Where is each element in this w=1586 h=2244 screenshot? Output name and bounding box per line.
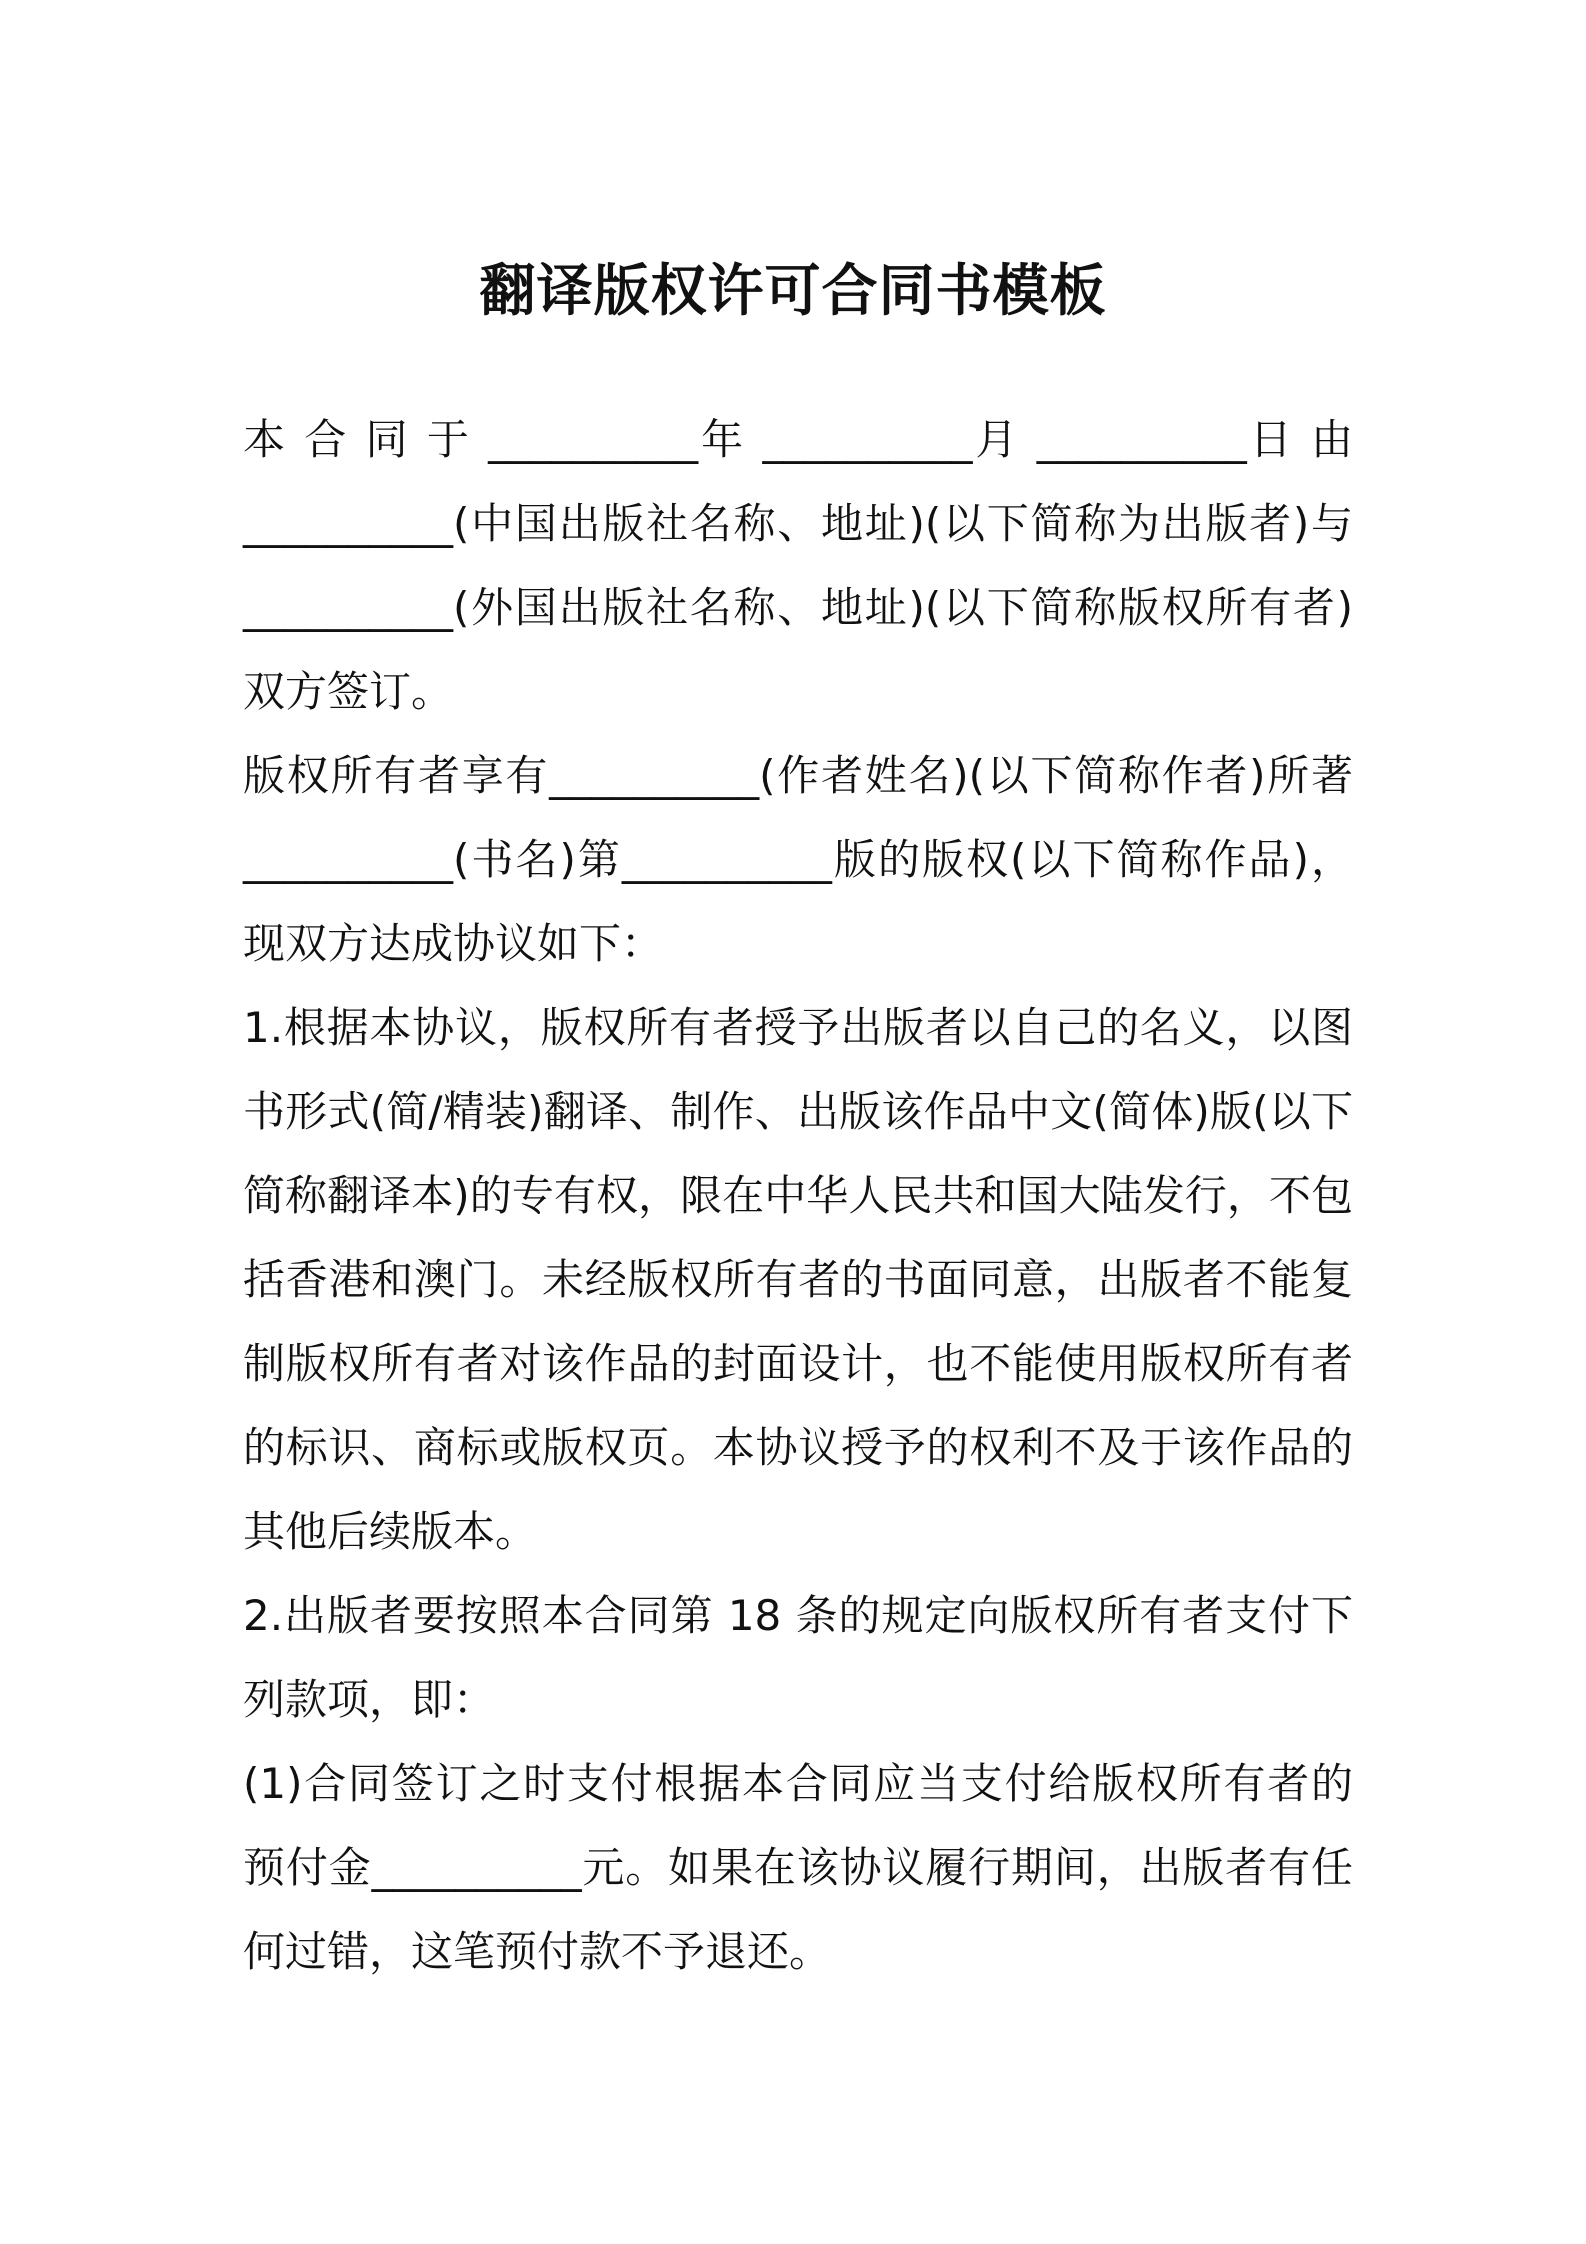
document-title: 翻译版权许可合同书模板 [479, 259, 1107, 324]
text-line: (1)合同签订之时支付根据本合同应当支付给版权所有者的 [243, 1759, 1353, 1808]
text-line: __________(书名)第__________版的版权(以下简称作品)， [243, 835, 1353, 884]
text-line: 现双方达成协议如下： [243, 919, 664, 968]
text-line: 2.出版者要按照本合同第 18 条的规定向版权所有者支付下 [243, 1591, 1353, 1640]
text-line: 本 合 同 于 __________年 __________月 __________日 由 [243, 415, 1353, 464]
text-line: 制版权所有者对该作品的封面设计，也不能使用版权所有者 [243, 1339, 1353, 1388]
text-line: 预付金__________元。如果在该协议履行期间，出版者有任 [243, 1843, 1353, 1892]
text-line: 书形式(简/精装)翻译、制作、出版该作品中文(简体)版(以下 [243, 1087, 1353, 1136]
text-line: 双方签订。 [243, 667, 454, 716]
text-line: 其他后续版本。 [243, 1507, 538, 1556]
text-line: __________(外国出版社名称、地址)(以下简称版权所有者) [243, 583, 1353, 632]
text-line: 括香港和澳门。未经版权所有者的书面同意，出版者不能复 [243, 1255, 1353, 1304]
text-line: __________(中国出版社名称、地址)(以下简称为出版者)与 [243, 499, 1353, 548]
text-line: 版权所有者享有__________(作者姓名)(以下简称作者)所著 [243, 751, 1353, 800]
text-line: 的标识、商标或版权页。本协议授予的权利不及于该作品的 [243, 1423, 1353, 1472]
text-line: 1.根据本协议，版权所有者授予出版者以自己的名义，以图 [243, 1003, 1353, 1052]
document-body [243, 398, 1353, 1994]
text-line: 列款项，即： [243, 1675, 496, 1724]
text-line: 何过错，这笔预付款不予退还。 [243, 1927, 832, 1976]
text-line: 简称翻译本)的专有权，限在中华人民共和国大陆发行，不包 [243, 1171, 1353, 1220]
